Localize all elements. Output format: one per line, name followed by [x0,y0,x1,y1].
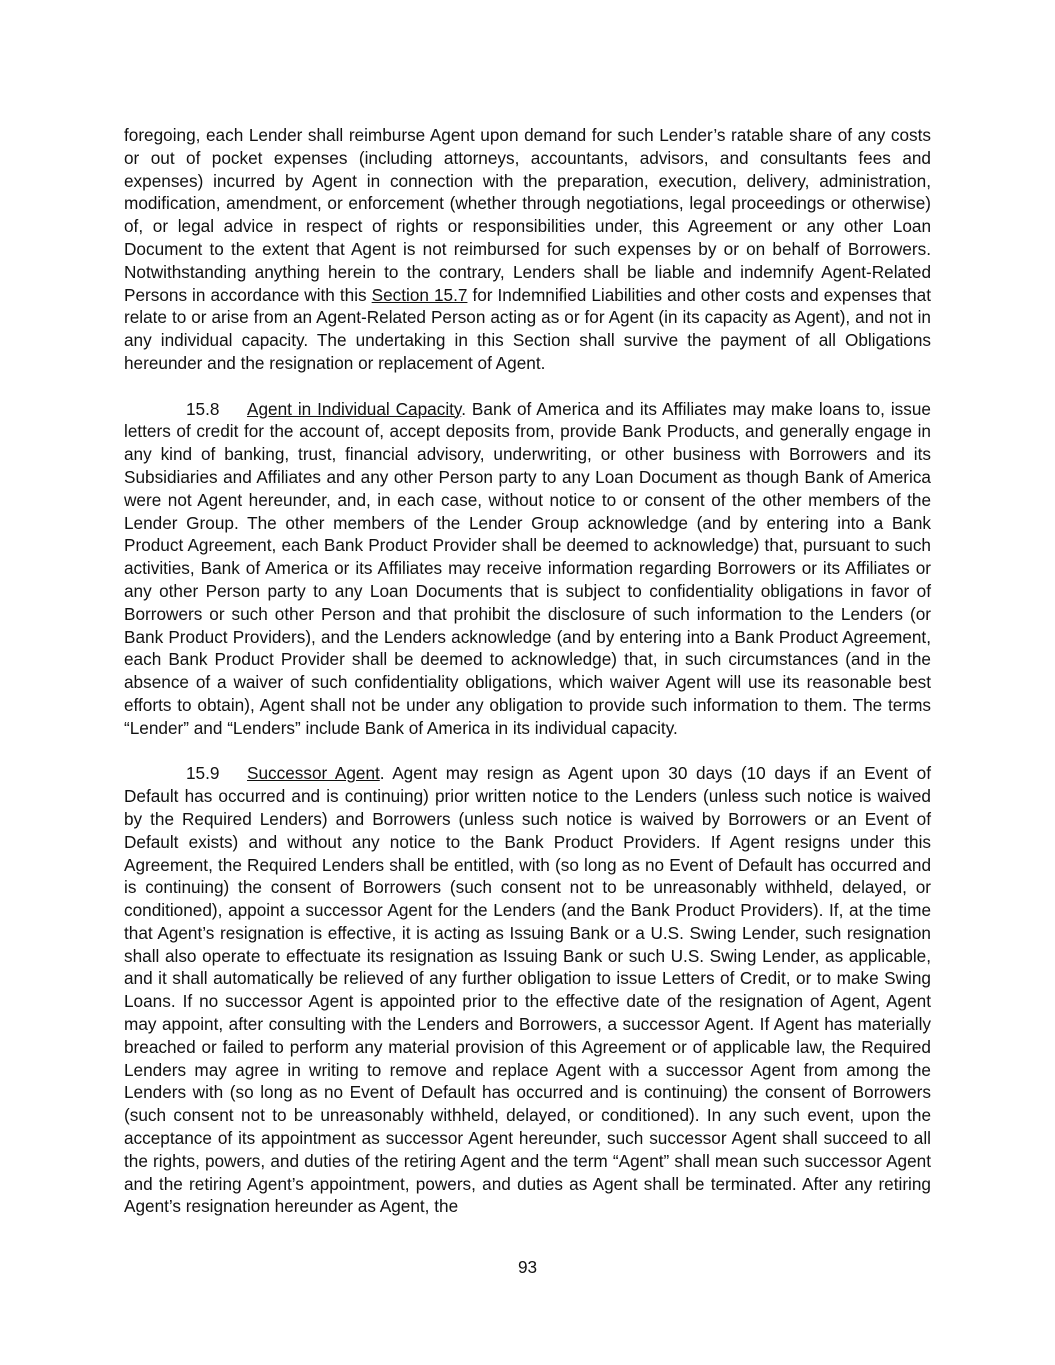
paragraph-text: foregoing, each Lender shall reimburse Agent upon demand for such Lender’s ratable share of any costs or out of pocket expenses (including attorneys, accountants, advisors, and consultants fees and expenses) incurred by Agent in connection with the preparation, execution, delivery, administration, modification, amendment, or enforcement (whether through negotiations, legal proceedings or otherwise) of, or legal advice in respect of rights or responsibilities under, this Agreement or any other Loan Document to the extent that Agent is not reimbursed for such expenses by or on behalf of Borrowers. Notwithstanding anything herein to the contrary, Lenders shall be liable and indemnify Agent-Related Persons in accordance with this [124,125,931,305]
section-reference-link[interactable]: Section 15.7 [371,284,468,305]
section-number: 15.9 [186,763,220,784]
section-15-8 [124,398,931,740]
section-number: 15.8 [186,398,220,419]
section-heading: Agent in Individual Capacity [247,398,462,419]
paragraph-continued [124,124,931,375]
document-page [124,124,931,1218]
section-body: . Agent may resign as Agent upon 30 days (10 days if an Event of Default has occurred and is continuing) prior written notice to the Lenders (unless such notice is waived by the Required Lenders) and Borrowers (unless such notice is waived by Borrowers or an Event of Default exists) and without any notice to the Bank Product Providers. If Agent resigns under this Agreement, the Required Lenders shall be entitled, with (so long as no Event of Default has occurred and is continuing) the consent of Borrowers (such consent not to be unreasonably withheld, delayed, or conditioned), appoint a successor Agent for the Lenders (and the Bank Product Providers). If, at the time that Agent’s resignation is effective, it is acting as Issuing Bank or a U.S. Swing Lender, such resignation shall also operate to effectuate its resignation as Issuing Bank or such U.S. Swing Lender, as applicable, and it shall automatically be relieved of any further obligation to issue Letters of Credit, or to make Swing Loans. If no successor Agent is appointed prior to the effective date of the resignation of Agent, Agent may appoint, after consulting with the Lenders and Borrowers, a successor Agent. If Agent has materially breached or failed to perform any material provision of this Agreement or of applicable law, the Required Lenders may agree in writing to remove and replace Agent with a successor Agent from among the Lenders with (so long as no Event of Default has occurred and is continuing) the consent of Borrowers (such consent not to be unreasonably withheld, delayed, or conditioned). In any such event, upon the acceptance of its appointment as successor Agent hereunder, such successor Agent shall succeed to all the rights, powers, and duties of the retiring Agent and the term “Agent” shall mean such successor Agent and the retiring Agent’s appointment, powers, and duties as Agent shall be terminated. After any retiring Agent’s resignation hereunder as Agent, the [124,763,931,1217]
section-heading: Successor Agent [247,763,380,784]
paragraph-text: for Indemnified Liabilities and other costs and expenses that relate to or arise from an Agent-Related Person acting as or for Agent (in its capacity as Agent), and not in any individual capacity. The undertaking in this Section shall survive the payment of all Obligations hereunder and the resignation or replacement of Agent. [124,284,931,373]
section-body: . Bank of America and its Affiliates may make loans to, issue letters of credit for the account of, accept deposits from, provide Bank Products, and generally engage in any kind of banking, trust, financial advisory, underwriting, or other business with Borrowers and its Subsidiaries and Affiliates and any other Person party to any Loan Document as though Bank of America were not Agent hereunder, and, in each case, without notice to or consent of the other members of the Lender Group. The other members of the Lender Group acknowledge (and by entering into a Bank Product Agreement, each Bank Product Provider shall be deemed to acknowledge) that, pursuant to such activities, Bank of America or its Affiliates may receive information regarding Borrowers or its Affiliates or any other Person party to any Loan Documents that is subject to confidentiality obligations in favor of Borrowers or such other Person and that prohibit the disclosure of such information to the Lenders (or Bank Product Providers), and the Lenders acknowledge (and by entering into a Bank Product Agreement, each Bank Product Provider shall be deemed to acknowledge) that, in such circumstances (and in the absence of a waiver of such confidentiality obligations, which waiver Agent will use its reasonable best efforts to obtain), Agent shall not be under any obligation to provide such information to them. The terms “Lender” and “Lenders” include Bank of America in its individual capacity. [124,398,931,738]
section-15-9 [124,762,931,1218]
page-number: 93 [517,1257,538,1277]
